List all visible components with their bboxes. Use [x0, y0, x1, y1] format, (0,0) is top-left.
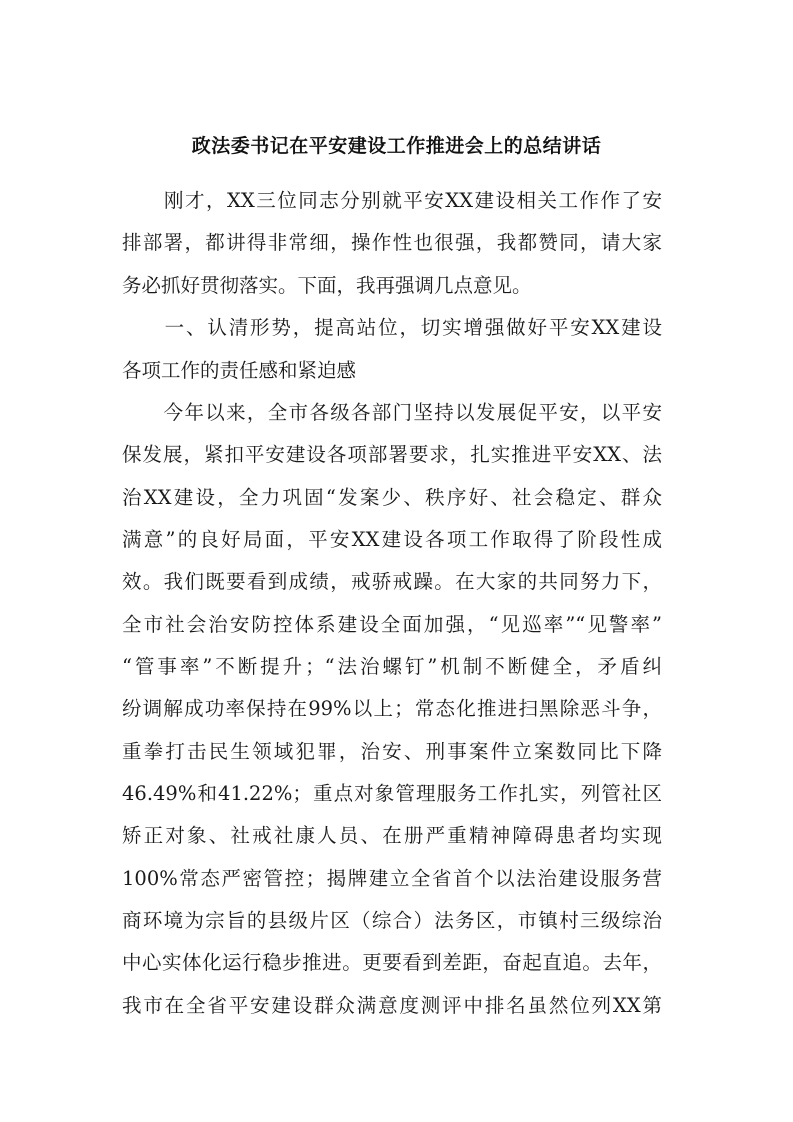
paragraph-line: 排部署，都讲得非常细，操作性也很强，我都赞同，请大家	[122, 231, 662, 254]
paragraph-line: 今年以来，全市各级各部门坚持以发展促平安，以平安	[122, 401, 662, 424]
paragraph-line: 务必抓好贯彻落实。下面，我再强调几点意见。	[122, 274, 532, 297]
paragraph-line: “管事率”不断提升；“法治螺钉”机制不断健全，矛盾纠	[122, 655, 662, 678]
paragraph-line: 效。我们既要看到成绩，戒骄戒躁。在大家的共同努力下，	[122, 570, 662, 593]
document-title: 政法委书记在平安建设工作推进会上的总结讲话	[191, 135, 602, 157]
section-heading-line: 各项工作的责任感和紧迫感	[122, 359, 357, 382]
paragraph-line: 满意”的良好局面，平安XX建设各项工作取得了阶段性成	[122, 528, 662, 551]
paragraph-line: 矫正对象、社戒社康人员、在册严重精神障碍患者均实现	[122, 824, 662, 847]
paragraph-line: 100%常态严密管控；揭牌建立全省首个以法治建设服务营	[122, 867, 662, 890]
paragraph-line: 中心实体化运行稳步推进。更要看到差距，奋起直追。去年，	[122, 951, 662, 974]
paragraph-line: 重拳打击民生领域犯罪，治安、刑事案件立案数同比下降	[122, 740, 662, 763]
section-heading-line: 一、认清形势，提高站位，切实增强做好平安XX建设	[122, 316, 662, 339]
paragraph-line: 刚才，XX三位同志分别就平安XX建设相关工作作了安	[122, 189, 662, 212]
paragraph-line: 保发展，紧扣平安建设各项部署要求，扎实推进平安XX、法	[122, 443, 662, 466]
paragraph-line: 46.49%和41.22%；重点对象管理服务工作扎实，列管社区	[122, 782, 662, 805]
paragraph-line: 纷调解成功率保持在99%以上；常态化推进扫黑除恶斗争，	[122, 697, 662, 720]
paragraph-line: 我市在全省平安建设群众满意度测评中排名虽然位列XX第	[122, 994, 662, 1017]
paragraph-line: 全市社会治安防控体系建设全面加强，“见巡率”“见警率”	[122, 613, 662, 636]
paragraph-line: 治XX建设，全力巩固“发案少、秩序好、社会稳定、群众	[122, 486, 662, 509]
paragraph-line: 商环境为宗旨的县级片区（综合）法务区，市镇村三级综治	[122, 909, 662, 932]
